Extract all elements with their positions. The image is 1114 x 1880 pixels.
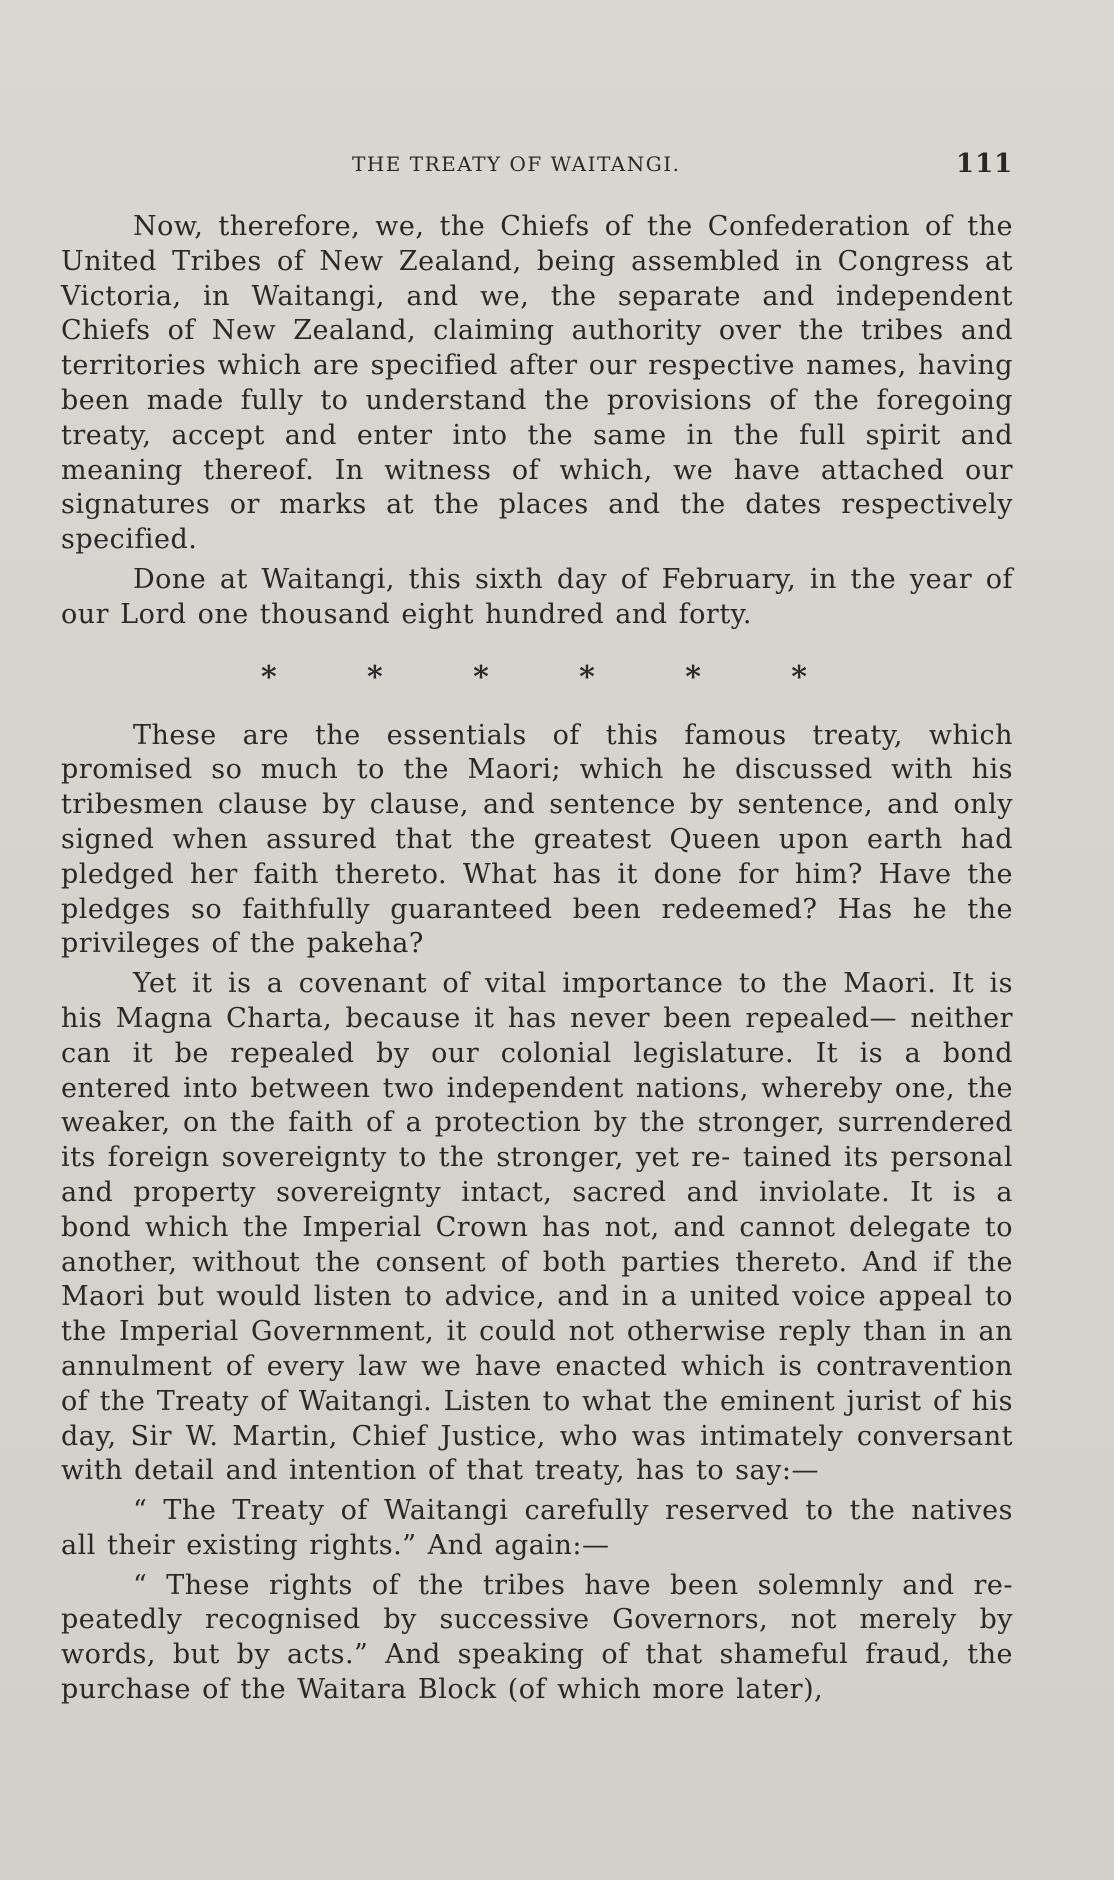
paragraph-quote-recognised: “ These rights of the tribes have been solemnly and re- peatedly recognised by successive Governors, not merely by words, but by acts.” And speaking of that shameful fraud, the purchase of the Waitara Block (of which more later), <box>61 1569 1013 1706</box>
paragraph-quote-rights: “ The Treaty of Waitangi carefully reserved to the natives all their existing rights.” And again:— <box>61 1495 1013 1561</box>
body-text <box>61 210 1013 1708</box>
separator-asterisk: * <box>367 659 383 695</box>
paragraph-done-at-waitangi: Done at Waitangi, this sixth day of February, in the year of our Lord one thousand eight hundred and forty. <box>61 563 1013 630</box>
separator-asterisk: * <box>261 659 277 695</box>
separator-asterisk: * <box>473 659 489 695</box>
running-title: THE TREATY OF WAITANGI. <box>352 152 681 176</box>
paragraph-covenant: Yet it is a covenant of vital importance to the Maori. It is his Magna Charta, because it has never been repealed— neither can it be repealed by our colonial legislature. It is a bond entered into between two independent nations, whereby one, the weaker, on the faith of a protection by the stronger, surrendered its foreign sovereignty to the stronger, yet re- tained its personal and property sovereignty intact, sacred and inviolate. It is a bond which the Imperial Crown has not, and cannot delegate to another, without the consent of both parties thereto. And if the Maori but would listen to advice, and in a united voice appeal to the Imperial Government, it could not otherwise reply than in an annulment of every law we have enacted which is contravention of the Treaty of Waitangi. Listen to what the eminent jurist of his day, Sir W. Martin, Chief Justice, who was intimately conversant with detail and intention of that treaty, has to say:— <box>61 968 1013 1487</box>
section-separator <box>261 659 807 695</box>
separator-asterisk: * <box>791 659 807 695</box>
running-head <box>0 149 1114 182</box>
separator-asterisk: * <box>579 659 595 695</box>
page-number: 111 <box>956 149 1014 179</box>
paragraph-essentials: These are the essentials of this famous treaty, which promised so much to the Maori; which he discussed with his tribesmen clause by clause, and sentence by sentence, and only signed when assured that the greatest Queen upon earth had pledged her faith thereto. What has it done for him? Have the pledges so faithfully guaranteed been redeemed? Has he the privileges of the pakeha? <box>61 719 1013 960</box>
paragraph-chiefs-declaration: Now, therefore, we, the Chiefs of the Confederation of the United Tribes of New Zealand, being assembled in Congress at Victoria, in Waitangi, and we, the separate and independent Chiefs of New Zealand, claiming authority over the tribes and territories which are specified after our respective names, having been made fully to understand the provisions of the foregoing treaty, accept and enter into the same in the full spirit and meaning thereof. In witness of which, we have attached our signatures or marks at the places and the dates respectively specified. <box>61 211 1013 556</box>
separator-asterisk: * <box>685 659 701 695</box>
